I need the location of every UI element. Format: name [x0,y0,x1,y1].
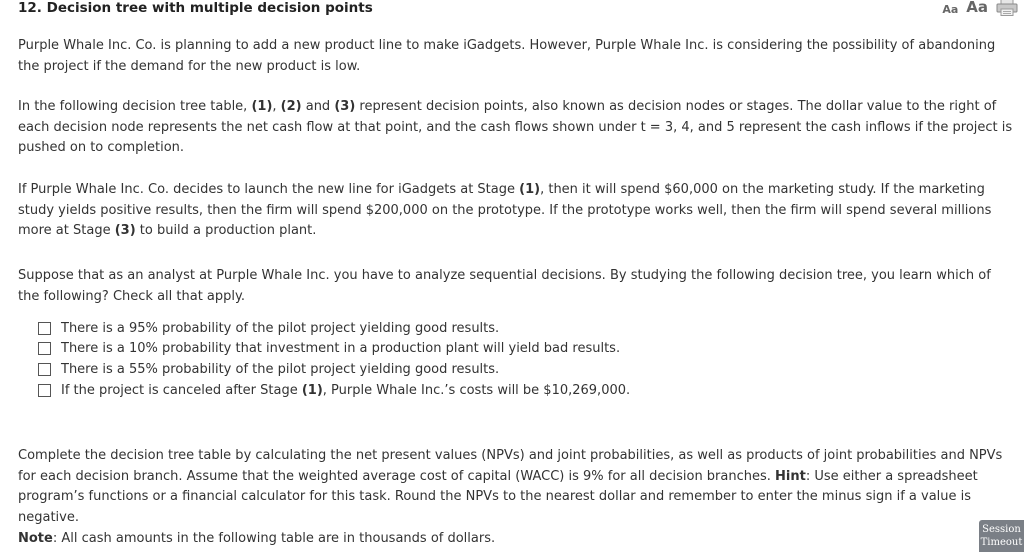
answer-options [38,318,938,400]
question-title: 12. Decision tree with multiple decision points [18,0,373,16]
intro-paragraph: Purple Whale Inc. Co. is planning to add a new product line to make iGadgets. However, Purple Whale Inc. is considering the possibility of abandoning the project if the demand for the new product is low. [18,38,996,74]
option-1-checkbox[interactable] [38,322,51,335]
print-icon[interactable] [996,0,1018,16]
decision-point-2: (2) [280,99,302,114]
option-2[interactable] [38,339,938,360]
option-2-label: There is a 10% probability that investment in a production plant will yield bad results. [61,341,621,357]
table-intro-paragraph: In the following decision tree table, (1), (2) and (3) represent decision points, also known as decision nodes or stages. The dollar value to the right of each decision node represents the net cash flow at that point, and the cash flows shown under t = 3, 4, and 5 represent the cash inflows if the project is pushed on to completion. [18,99,1013,156]
scenario-paragraph: If Purple Whale Inc. Co. decides to launch the new line for iGadgets at Stage (1), then it will spend $60,000 on the marketing study. If the marketing study yields positive results, then the firm will spend $200,000 on the prototype. If the prototype works well, then the firm will spend several millions more at Stage (3) to build a production plant. [18,182,992,239]
option-4[interactable] [38,380,938,401]
hint-label: Hint [775,468,806,484]
option-3-label: There is a 55% probability of the pilot project yielding good results. [61,361,500,377]
stage-3-label: (3) [114,223,136,239]
option-1-label: There is a 95% probability of the pilot project yielding good results. [61,320,500,336]
option-4-label: If the project is canceled after Stage (1), Purple Whale Inc.’s costs will be $10,269,000. [61,382,631,398]
option-1[interactable] [38,318,938,339]
increase-font-button[interactable]: Aa [966,0,988,16]
question-paragraph: Suppose that as an analyst at Purple Whale Inc. you have to analyze sequential decisions. By studying the following decision tree, you learn which of the following? Check all that apply. [18,268,991,304]
question-header [18,0,1018,18]
note-label: Note [18,531,53,546]
text-tools [942,0,1018,16]
option-3-checkbox[interactable] [38,363,51,376]
instructions-paragraph: Complete the decision tree table by calculating the net present values (NPVs) and joint probabilities, as well as products of joint probabilities and NPVs for each decision branch. Assume that the weighted average cost of capital (WACC) is 9% for all decision branches. Hint: Use either a spreadsheet program’s functions or a financial calculator for this task. Round the NPVs to the nearest dollar and remember to enter the minus sign if a value is negative. [18,448,1003,525]
note-line: Note: All cash amounts in the following table are in thousands of dollars. [18,531,496,546]
decision-point-3: (3) [334,99,356,114]
session-timeout-button[interactable]: Session Timeout [979,520,1024,552]
option-4-checkbox[interactable] [38,384,51,397]
option-3[interactable] [38,359,938,380]
stage-1-label: (1) [519,182,541,197]
decrease-font-button[interactable]: Aa [942,3,959,16]
option-2-checkbox[interactable] [38,342,51,355]
decision-point-1: (1) [251,99,273,114]
